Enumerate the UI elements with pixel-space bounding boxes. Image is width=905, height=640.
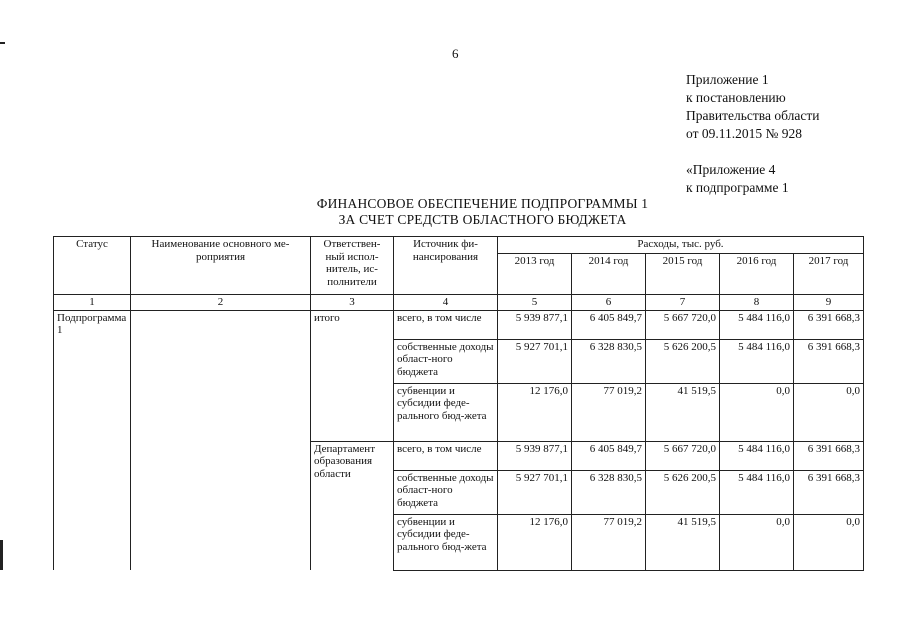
- header-executor: Ответствен-ный испол-нитель, ис-полнители: [311, 237, 394, 295]
- source-cell: собственные доходы област-ного бюджета: [394, 339, 498, 383]
- column-number: 4: [394, 295, 498, 311]
- value-cell: 12 176,0: [498, 514, 572, 570]
- column-number: 1: [54, 295, 131, 311]
- header-expenses: Расходы, тыс. руб.: [498, 237, 864, 254]
- source-cell: субвенции и субсидии феде-рального бюд-жета: [394, 514, 498, 570]
- value-cell: 5 667 720,0: [646, 441, 720, 470]
- value-cell: 6 391 668,3: [794, 310, 864, 339]
- column-number: 8: [720, 295, 794, 311]
- header-measure: Наименование основного ме-роприятия: [131, 237, 311, 295]
- executor-cell: итого: [311, 310, 394, 441]
- value-cell: 77 019,2: [572, 514, 646, 570]
- value-cell: 5 484 116,0: [720, 441, 794, 470]
- value-cell: 77 019,2: [572, 383, 646, 441]
- value-cell: 5 626 200,5: [646, 339, 720, 383]
- source-cell: всего, в том числе: [394, 441, 498, 470]
- value-cell: 6 391 668,3: [794, 441, 864, 470]
- value-cell: 5 626 200,5: [646, 470, 720, 514]
- source-cell: субвенции и субсидии феде-рального бюд-жета: [394, 383, 498, 441]
- column-numbers-row: [54, 295, 864, 311]
- scan-edge-mark: [0, 42, 5, 44]
- value-cell: 41 519,5: [646, 383, 720, 441]
- value-cell: 5 927 701,1: [498, 339, 572, 383]
- value-cell: 5 927 701,1: [498, 470, 572, 514]
- column-number: 3: [311, 295, 394, 311]
- value-cell: 6 405 849,7: [572, 310, 646, 339]
- column-number: 7: [646, 295, 720, 311]
- document-title: [0, 196, 905, 228]
- value-cell: 0,0: [720, 514, 794, 570]
- value-cell: 6 328 830,5: [572, 470, 646, 514]
- value-cell: 6 391 668,3: [794, 470, 864, 514]
- value-cell: 6 405 849,7: [572, 441, 646, 470]
- measure-cell: [131, 310, 311, 570]
- header-status: Статус: [54, 237, 131, 295]
- value-cell: 5 484 116,0: [720, 310, 794, 339]
- appendix-block: [686, 71, 819, 197]
- title-line: ЗА СЧЕТ СРЕДСТВ ОБЛАСТНОГО БЮДЖЕТА: [338, 212, 627, 227]
- column-number: 6: [572, 295, 646, 311]
- title-line: ФИНАНСОВОЕ ОБЕСПЕЧЕНИЕ ПОДПРОГРАММЫ 1: [316, 196, 649, 211]
- value-cell: 0,0: [794, 514, 864, 570]
- value-cell: 5 939 877,1: [498, 441, 572, 470]
- header-year: 2017 год: [794, 254, 864, 295]
- source-cell: всего, в том числе: [394, 310, 498, 339]
- table-row: [54, 310, 864, 339]
- header-year: 2016 год: [720, 254, 794, 295]
- value-cell: 5 484 116,0: [720, 339, 794, 383]
- column-number: 2: [131, 295, 311, 311]
- value-cell: 5 484 116,0: [720, 470, 794, 514]
- value-cell: 5 667 720,0: [646, 310, 720, 339]
- header-year: 2013 год: [498, 254, 572, 295]
- value-cell: 41 519,5: [646, 514, 720, 570]
- status-cell: Подпрограмма 1: [54, 310, 131, 570]
- value-cell: 5 939 877,1: [498, 310, 572, 339]
- value-cell: 0,0: [720, 383, 794, 441]
- sub-appendix-line: к подпрограмме 1: [686, 180, 789, 195]
- financing-table: [53, 236, 864, 571]
- value-cell: 6 391 668,3: [794, 339, 864, 383]
- appendix-line: Правительства области: [686, 108, 820, 123]
- source-cell: собственные доходы област-ного бюджета: [394, 470, 498, 514]
- header-year: 2014 год: [572, 254, 646, 295]
- value-cell: 6 328 830,5: [572, 339, 646, 383]
- executor-cell: Департамент образования области: [311, 441, 394, 570]
- scan-edge-mark: [0, 540, 3, 570]
- value-cell: 12 176,0: [498, 383, 572, 441]
- page-number: 6: [452, 46, 459, 61]
- column-number: 5: [498, 295, 572, 311]
- header-source: Источник фи-нансирования: [394, 237, 498, 295]
- sub-appendix-line: «Приложение 4: [686, 162, 776, 177]
- column-number: 9: [794, 295, 864, 311]
- appendix-line: Приложение 1: [686, 72, 769, 87]
- header-year: 2015 год: [646, 254, 720, 295]
- appendix-line: от 09.11.2015 № 928: [686, 126, 802, 141]
- appendix-line: к постановлению: [686, 90, 786, 105]
- value-cell: 0,0: [794, 383, 864, 441]
